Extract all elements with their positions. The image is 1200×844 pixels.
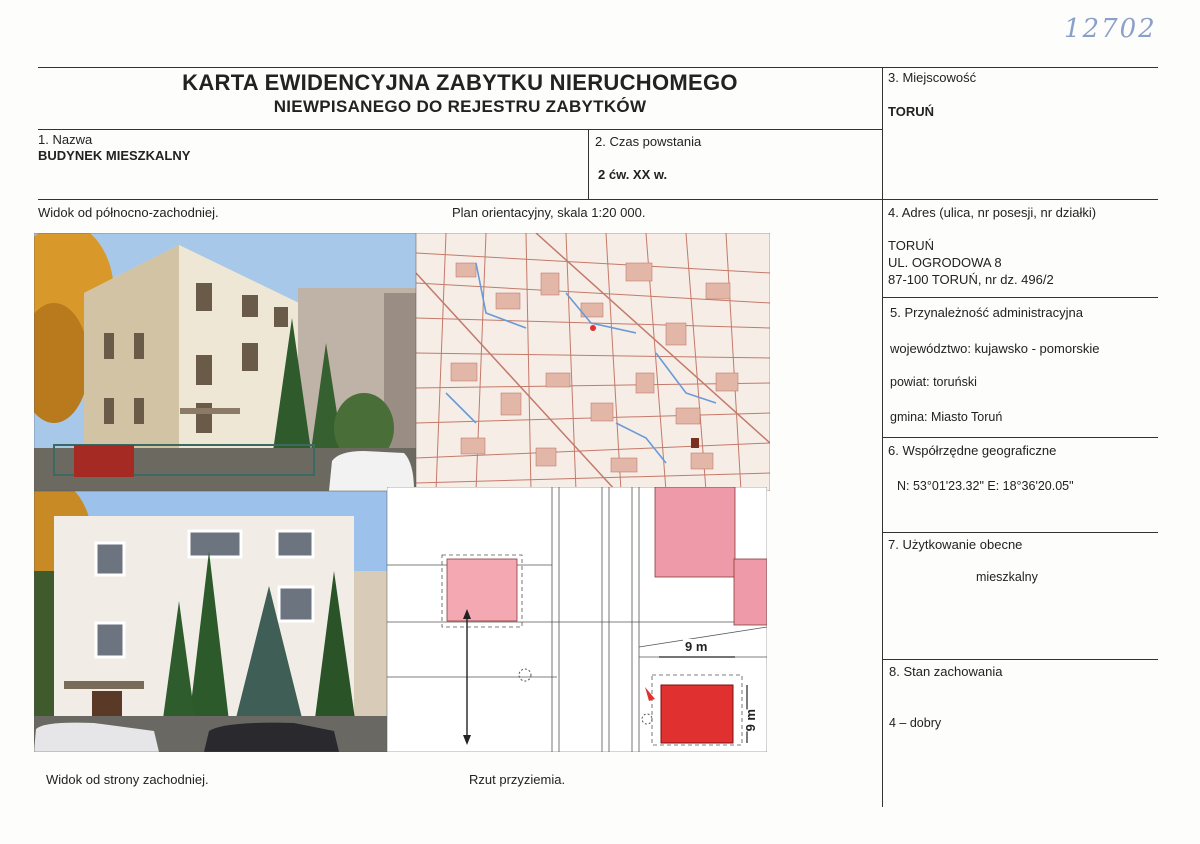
- field-coords-value: N: 53°01'23.32" E: 18°36'20.05": [897, 479, 1074, 493]
- field-usage-label: 7. Użytkowanie obecne: [888, 537, 1023, 552]
- photo-west-view: [34, 491, 387, 752]
- inventory-number: 12702: [1064, 14, 1157, 44]
- field-address-label: 4. Adres (ulica, nr posesji, nr działki): [888, 205, 1097, 220]
- card-subtitle: NIEWPISANEGO DO REJESTRU ZABYTKÓW: [273, 97, 647, 116]
- dimension-vertical: 9 m: [743, 709, 758, 732]
- field-admin-commune: gmina: Miasto Toruń: [890, 410, 1003, 424]
- caption-map: Plan orientacyjny, skala 1:20 000.: [452, 205, 646, 220]
- field-locality-label: 3. Miejscowość: [888, 70, 977, 85]
- rule-field5-bottom: [882, 437, 1158, 438]
- rule-header-bottom: [38, 129, 882, 130]
- field-condition-value: 4 – dobry: [889, 716, 942, 730]
- rule-field7-bottom: [882, 659, 1158, 660]
- ground-plan: [387, 487, 767, 752]
- dimension-horizontal: 9 m: [685, 639, 708, 654]
- field-usage-value: mieszkalny: [976, 570, 1038, 584]
- field-coords-label: 6. Współrzędne geograficzne: [888, 443, 1057, 458]
- rule-field4-bottom: [882, 297, 1158, 298]
- card-title: KARTA EWIDENCYJNA ZABYTKU NIERUCHOMEGO: [182, 70, 738, 95]
- field-date-value: 2 ćw. XX w.: [598, 167, 668, 182]
- field-admin-county: powiat: toruński: [890, 375, 977, 389]
- rule-fields-bottom: [38, 199, 1158, 200]
- field-condition-label: 8. Stan zachowania: [889, 664, 1003, 679]
- field-address-line3: 87-100 TORUŃ, nr dz. 496/2: [888, 272, 1054, 287]
- orientation-map: [416, 233, 770, 491]
- field-address-line2: UL. OGRODOWA 8: [888, 255, 1002, 270]
- rule-top: [38, 67, 1158, 68]
- rule-field-1-2: [588, 129, 589, 199]
- field-name-value: BUDYNEK MIESZKALNY: [38, 148, 191, 163]
- field-admin-label: 5. Przynależność administracyjna: [890, 305, 1083, 320]
- field-locality-value: TORUŃ: [888, 104, 934, 119]
- photo-northwest-view: [34, 233, 416, 491]
- caption-photo-bottom: Widok od strony zachodniej.: [46, 772, 209, 787]
- caption-photo-top: Widok od północno-zachodniej.: [38, 205, 219, 220]
- rule-field6-bottom: [882, 532, 1158, 533]
- caption-ground-plan: Rzut przyziemia.: [469, 772, 566, 787]
- field-name-label: 1. Nazwa: [38, 132, 93, 147]
- field-admin-voivodeship: województwo: kujawsko - pomorskie: [890, 341, 1100, 356]
- field-address-line1: TORUŃ: [888, 238, 934, 253]
- field-date-label: 2. Czas powstania: [595, 134, 702, 149]
